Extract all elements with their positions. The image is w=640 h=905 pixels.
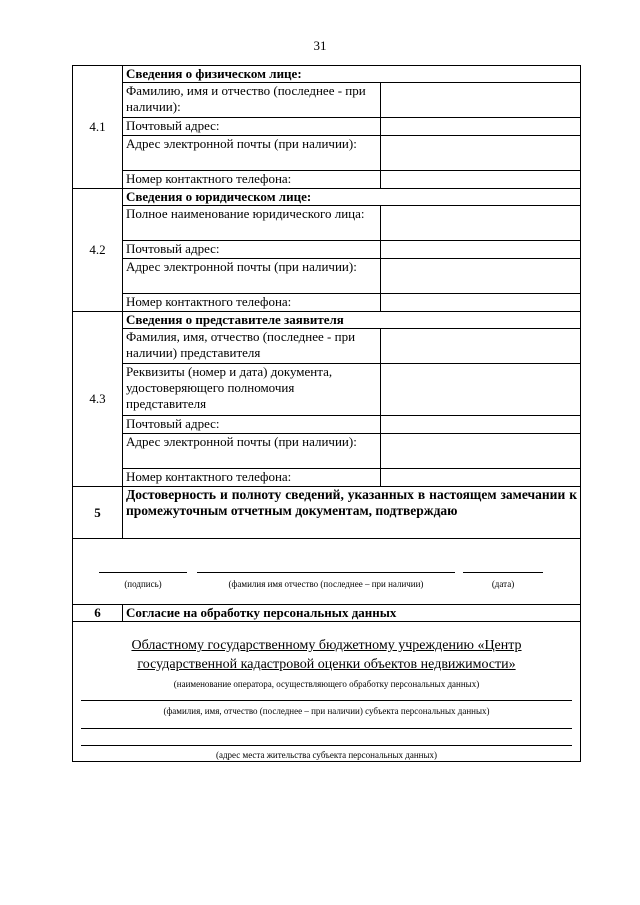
subject-name-line[interactable] [81, 700, 572, 701]
date-line[interactable] [463, 572, 543, 573]
name-caption: (фамилия имя отчество (последнее – при наличии) [228, 579, 424, 589]
field-value[interactable] [381, 241, 581, 259]
confirmation-text: Достоверность и полноту сведений, указанных в настоящем замечании к промежуточным отчетным документам, подтверждаю [123, 487, 581, 539]
subject-caption: (фамилия, имя, отчество (последнее – при наличии) субъекта персональных данных) [163, 706, 490, 716]
field-label: Номер контактного телефона: [123, 171, 381, 189]
field-value[interactable] [381, 294, 581, 312]
field-label: Фамилия, имя, отчество (последнее - при наличии) представителя [123, 329, 381, 364]
field-value[interactable] [381, 364, 581, 416]
field-label: Полное наименование юридического лица: [123, 206, 381, 241]
section-header: Согласие на обработку персональных данных [123, 605, 581, 622]
field-label: Номер контактного телефона: [123, 469, 381, 487]
operator-name-line2: государственной кадастровой оценки объектов недвижимости» [137, 657, 516, 672]
section-number: 4.3 [73, 312, 123, 487]
field-value[interactable] [381, 83, 581, 118]
section-header: Сведения о физическом лице: [123, 66, 581, 83]
consent-area [73, 622, 581, 762]
section-number: 4.2 [73, 189, 123, 312]
section-number: 5 [73, 487, 123, 539]
field-value[interactable] [381, 469, 581, 487]
section-number: 6 [73, 605, 123, 622]
field-label: Адрес электронной почты (при наличии): [123, 136, 381, 171]
field-value[interactable] [381, 416, 581, 434]
signature-line[interactable] [99, 572, 187, 573]
date-caption: (дата) [491, 579, 515, 589]
field-value[interactable] [381, 434, 581, 469]
field-value[interactable] [381, 329, 581, 364]
field-value[interactable] [381, 136, 581, 171]
field-label: Адрес электронной почты (при наличии): [123, 434, 381, 469]
address-line-2[interactable] [81, 745, 572, 746]
operator-name-line1: Областному государственному бюджетному учреждению «Центр [131, 638, 522, 653]
field-value[interactable] [381, 259, 581, 294]
signature-caption: (подпись) [124, 579, 162, 589]
field-label: Фамилию, имя и отчество (последнее - при наличии): [123, 83, 381, 118]
name-line[interactable] [197, 572, 455, 573]
address-line-1[interactable] [81, 728, 572, 729]
field-label: Почтовый адрес: [123, 241, 381, 259]
section-header: Сведения о юридическом лице: [123, 189, 581, 206]
field-label: Номер контактного телефона: [123, 294, 381, 312]
field-label: Почтовый адрес: [123, 416, 381, 434]
field-label: Почтовый адрес: [123, 118, 381, 136]
page-number: 31 [313, 38, 327, 53]
operator-caption: (наименование оператора, осуществляющего обработку персональных данных) [173, 679, 480, 689]
field-label: Реквизиты (номер и дата) документа, удостоверяющего полномочия представителя [123, 364, 381, 416]
field-value[interactable] [381, 118, 581, 136]
signature-area [73, 539, 581, 605]
section-number: 4.1 [73, 66, 123, 189]
field-label: Адрес электронной почты (при наличии): [123, 259, 381, 294]
section-header: Сведения о представителе заявителя [123, 312, 581, 329]
field-value[interactable] [381, 171, 581, 189]
application-form-table [72, 65, 581, 762]
address-caption: (адрес места жительства субъекта персональных данных) [215, 750, 438, 760]
field-value[interactable] [381, 206, 581, 241]
